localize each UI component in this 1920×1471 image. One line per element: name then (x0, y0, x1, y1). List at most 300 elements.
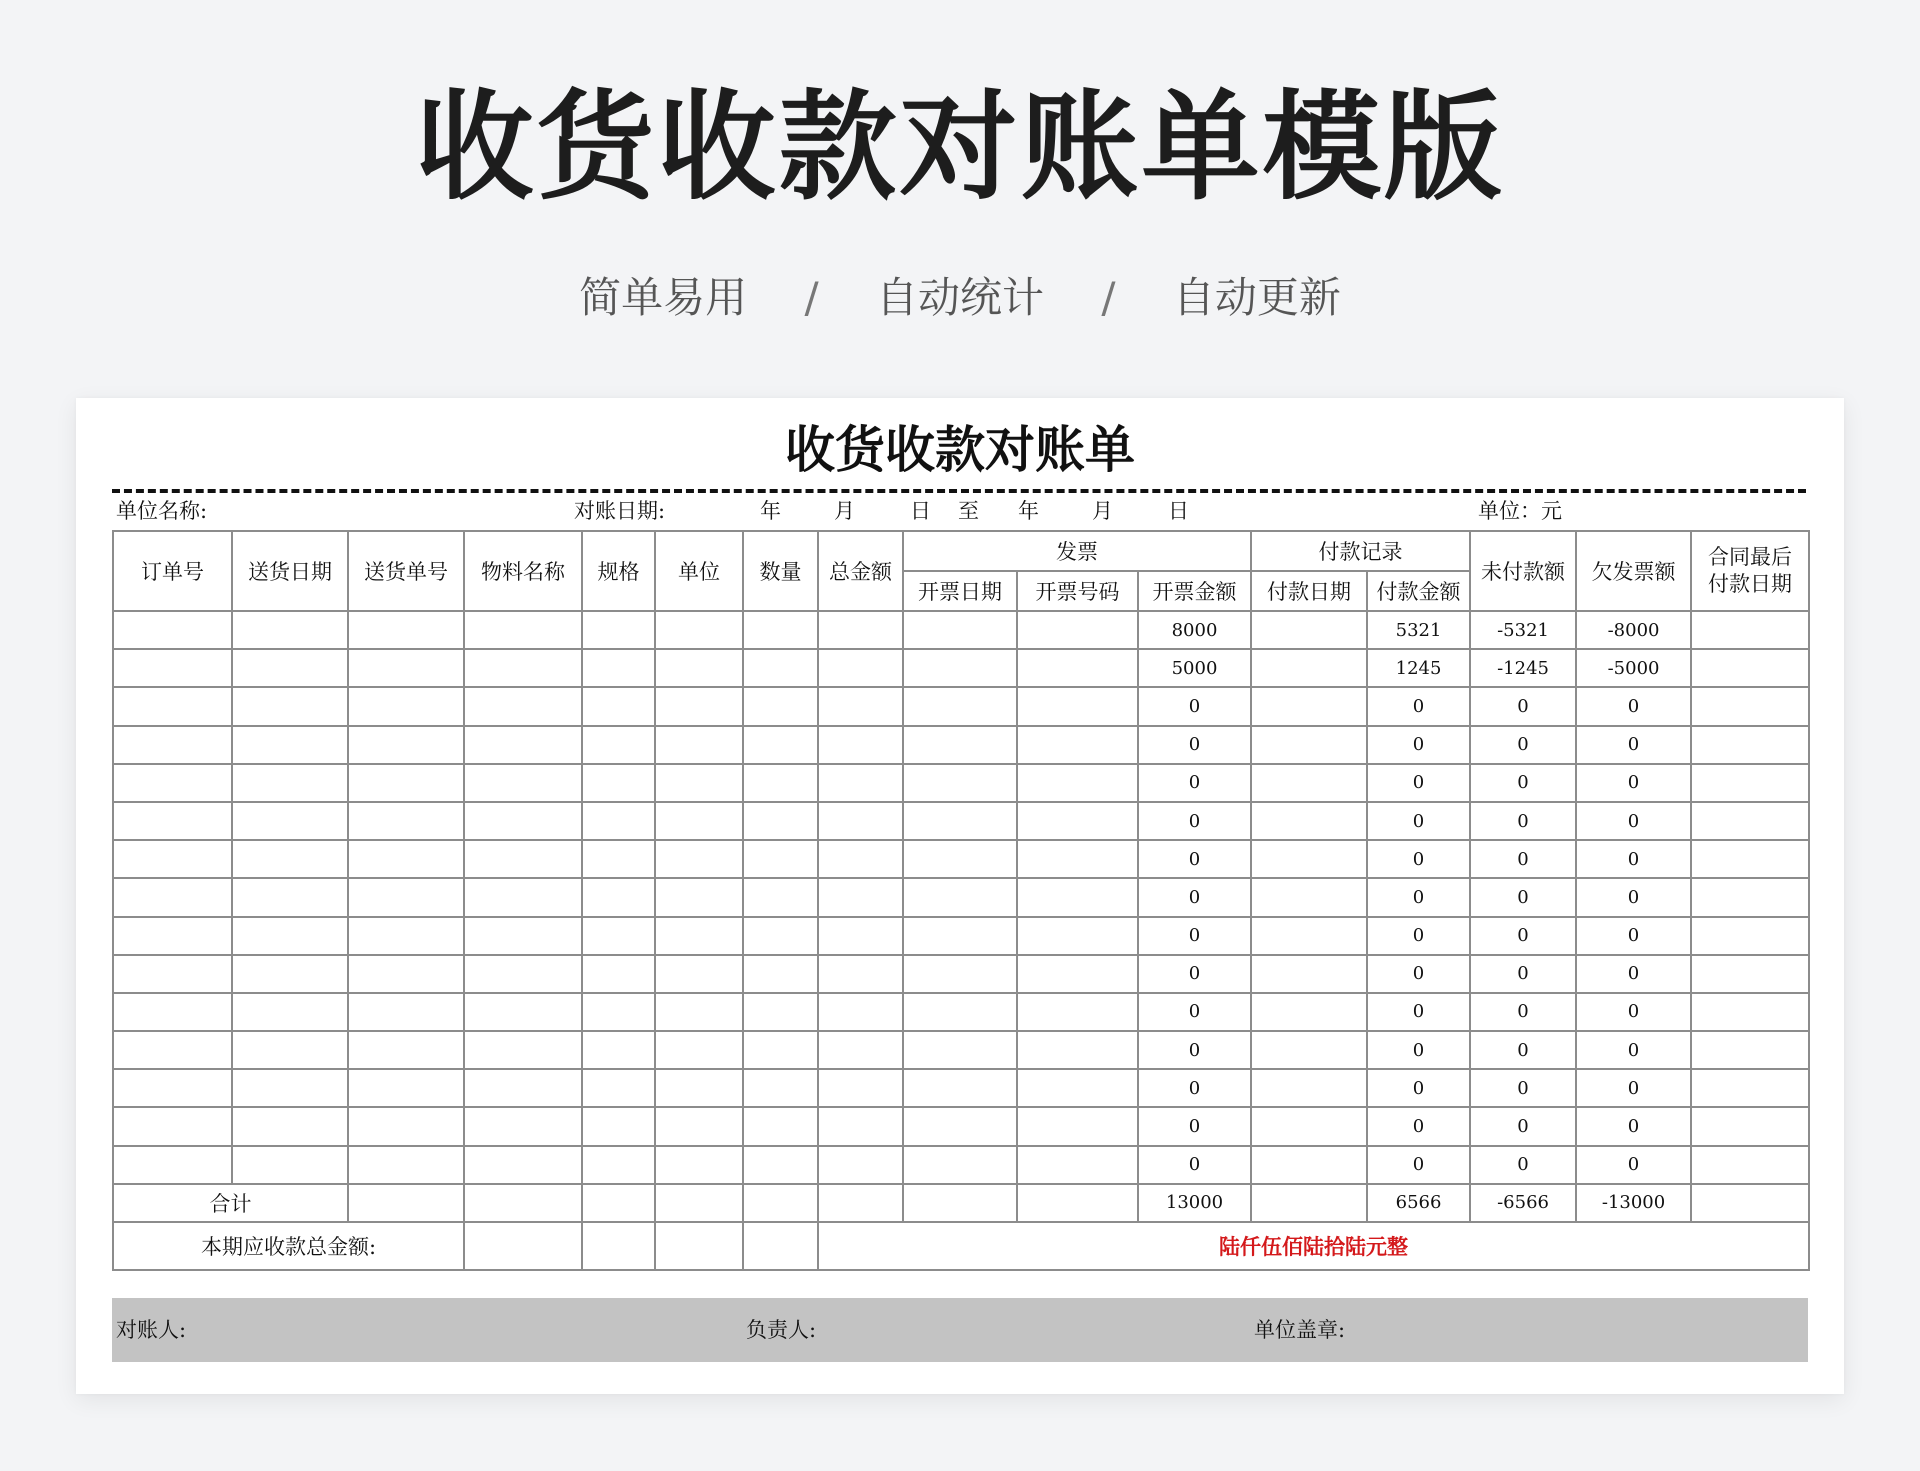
cell-invoice-amount[interactable]: 5000 (1138, 649, 1251, 687)
table-cell[interactable] (1691, 1107, 1809, 1145)
date-day-from: 日 (910, 499, 931, 523)
header-invoice-amount: 开票金额 (1138, 571, 1251, 611)
table-cell[interactable] (1017, 955, 1138, 993)
table-cell[interactable] (1017, 878, 1138, 916)
table-cell[interactable] (743, 687, 818, 725)
table-cell[interactable] (1691, 726, 1809, 764)
table-cell[interactable] (655, 917, 743, 955)
table-cell[interactable] (232, 840, 348, 878)
total-pay-amount: 6566 (1367, 1184, 1470, 1222)
table-cell[interactable] (655, 878, 743, 916)
table-cell[interactable] (1251, 840, 1367, 878)
table-cell[interactable] (1251, 1146, 1367, 1184)
cell-unpaid[interactable]: 0 (1470, 1146, 1576, 1184)
table-row (113, 1031, 1809, 1069)
table-cell[interactable] (743, 993, 818, 1031)
table-cell[interactable] (1251, 1031, 1367, 1069)
table-cell[interactable] (582, 764, 655, 802)
table-cell[interactable] (903, 649, 1017, 687)
table-cell[interactable] (113, 611, 232, 649)
table-cell[interactable] (1017, 1107, 1138, 1145)
table-cell[interactable] (464, 649, 582, 687)
table-row (113, 726, 1809, 764)
table-cell[interactable] (348, 1031, 464, 1069)
cell-pay-amount[interactable]: 0 (1367, 726, 1470, 764)
table-cell[interactable] (113, 726, 232, 764)
total-unpaid: -6566 (1470, 1184, 1576, 1222)
table-cell[interactable] (1691, 917, 1809, 955)
cell-uninvoiced[interactable]: 0 (1576, 687, 1691, 725)
table-cell[interactable] (232, 764, 348, 802)
date-year-to: 年 (1018, 499, 1039, 523)
table-cell[interactable] (582, 802, 655, 840)
table-cell[interactable] (1691, 840, 1809, 878)
table-cell[interactable] (818, 687, 903, 725)
table-cell[interactable] (743, 1031, 818, 1069)
header-order-no: 订单号 (113, 531, 232, 611)
table-cell[interactable] (464, 840, 582, 878)
table-cell[interactable] (655, 726, 743, 764)
table-cell[interactable] (113, 1069, 232, 1107)
table-cell[interactable] (582, 1146, 655, 1184)
header-delivery-date: 送货日期 (232, 531, 348, 611)
table-cell[interactable] (903, 764, 1017, 802)
table-cell[interactable] (1017, 611, 1138, 649)
table-cell[interactable] (1251, 955, 1367, 993)
table-cell[interactable] (348, 1146, 464, 1184)
cell-unpaid[interactable]: 0 (1470, 917, 1576, 955)
amount-due-cell[interactable] (655, 1222, 743, 1270)
table-cell[interactable] (818, 1146, 903, 1184)
table-cell[interactable] (1691, 764, 1809, 802)
cell-pay-amount[interactable]: 0 (1367, 764, 1470, 802)
table-cell[interactable] (113, 1107, 232, 1145)
table-cell[interactable] (232, 917, 348, 955)
table-cell[interactable] (113, 687, 232, 725)
table-cell[interactable] (113, 917, 232, 955)
signature-bar (112, 1298, 1808, 1362)
header-payment-group: 付款记录 (1251, 531, 1470, 571)
table-cell[interactable] (348, 802, 464, 840)
cell-unpaid[interactable]: 0 (1470, 764, 1576, 802)
cell-pay-amount[interactable]: 0 (1367, 955, 1470, 993)
table-cell[interactable] (818, 611, 903, 649)
amount-due-cell[interactable] (582, 1222, 655, 1270)
table-cell[interactable] (1691, 802, 1809, 840)
reconciler-label: 对账人: (116, 1318, 187, 1342)
unit-seal-label: 单位盖章: (1254, 1318, 1346, 1342)
cell-invoice-amount[interactable]: 0 (1138, 955, 1251, 993)
table-cell[interactable] (1251, 802, 1367, 840)
table-cell[interactable] (743, 611, 818, 649)
table-cell[interactable] (348, 878, 464, 916)
table-cell[interactable] (464, 1146, 582, 1184)
table-cell[interactable] (348, 917, 464, 955)
table-cell[interactable] (348, 611, 464, 649)
table-cell[interactable] (582, 878, 655, 916)
table-cell[interactable] (1017, 649, 1138, 687)
cell-uninvoiced[interactable]: 0 (1576, 955, 1691, 993)
table-cell[interactable] (655, 993, 743, 1031)
table-cell[interactable] (903, 917, 1017, 955)
table-cell[interactable] (818, 917, 903, 955)
statement-table (112, 530, 1810, 1271)
table-cell[interactable] (655, 955, 743, 993)
table-cell[interactable] (232, 687, 348, 725)
cell-unpaid[interactable]: 0 (1470, 1107, 1576, 1145)
table-cell[interactable] (655, 687, 743, 725)
header-unpaid: 未付款额 (1470, 531, 1576, 611)
table-cell[interactable] (348, 1069, 464, 1107)
table-cell[interactable] (464, 917, 582, 955)
table-cell[interactable] (1691, 649, 1809, 687)
table-cell[interactable] (582, 1069, 655, 1107)
table-cell[interactable] (655, 611, 743, 649)
table-cell[interactable] (582, 917, 655, 955)
cell-uninvoiced[interactable]: 0 (1576, 1069, 1691, 1107)
total-cell[interactable] (464, 1184, 582, 1222)
table-row (113, 687, 1809, 725)
table-cell[interactable] (113, 1031, 232, 1069)
table-cell[interactable] (232, 1031, 348, 1069)
table-cell[interactable] (903, 1031, 1017, 1069)
table-row (113, 1107, 1809, 1145)
table-cell[interactable] (232, 1107, 348, 1145)
table-cell[interactable] (655, 1146, 743, 1184)
table-cell[interactable] (1017, 764, 1138, 802)
header-total-amount: 总金额 (818, 531, 903, 611)
cell-uninvoiced[interactable]: -5000 (1576, 649, 1691, 687)
table-cell[interactable] (1251, 993, 1367, 1031)
table-cell[interactable] (903, 687, 1017, 725)
feature-auto-stats: 自动统计 (875, 273, 1044, 322)
table-cell[interactable] (1691, 993, 1809, 1031)
table-cell[interactable] (1691, 611, 1809, 649)
table-cell[interactable] (232, 726, 348, 764)
total-cell[interactable] (655, 1184, 743, 1222)
cell-uninvoiced[interactable]: 0 (1576, 878, 1691, 916)
table-cell[interactable] (582, 687, 655, 725)
header-unit: 单位 (655, 531, 743, 611)
table-cell[interactable] (464, 878, 582, 916)
table-cell[interactable] (113, 955, 232, 993)
table-cell[interactable] (655, 840, 743, 878)
table-cell[interactable] (903, 1107, 1017, 1145)
total-cell[interactable] (1017, 1184, 1138, 1222)
table-cell[interactable] (1691, 1069, 1809, 1107)
table-row (113, 917, 1809, 955)
table-row (113, 955, 1809, 993)
total-row (113, 1184, 1809, 1222)
table-cell[interactable] (232, 649, 348, 687)
table-cell[interactable] (232, 1069, 348, 1107)
cell-invoice-amount[interactable]: 0 (1138, 764, 1251, 802)
cell-pay-amount[interactable]: 1245 (1367, 649, 1470, 687)
total-cell[interactable] (903, 1184, 1017, 1222)
cell-pay-amount[interactable]: 0 (1367, 1069, 1470, 1107)
feature-list (0, 268, 1920, 328)
table-cell[interactable] (903, 840, 1017, 878)
table-body (113, 611, 1809, 1184)
table-cell[interactable] (655, 802, 743, 840)
cell-uninvoiced[interactable]: 0 (1576, 802, 1691, 840)
table-cell[interactable] (113, 649, 232, 687)
cell-unpaid[interactable]: 0 (1470, 1031, 1576, 1069)
table-cell[interactable] (818, 1031, 903, 1069)
cell-uninvoiced[interactable]: 0 (1576, 764, 1691, 802)
table-cell[interactable] (348, 1107, 464, 1145)
table-cell[interactable] (348, 687, 464, 725)
table-cell[interactable] (113, 840, 232, 878)
table-cell[interactable] (232, 878, 348, 916)
table-cell[interactable] (464, 1107, 582, 1145)
cell-uninvoiced[interactable]: 0 (1576, 1146, 1691, 1184)
table-cell[interactable] (348, 764, 464, 802)
table-cell[interactable] (464, 993, 582, 1031)
amount-due-label: 本期应收款总金额: (113, 1222, 464, 1270)
table-row (113, 840, 1809, 878)
table-cell[interactable] (903, 878, 1017, 916)
table-cell[interactable] (818, 764, 903, 802)
table-cell[interactable] (903, 726, 1017, 764)
cell-uninvoiced[interactable]: 0 (1576, 840, 1691, 878)
cell-invoice-amount[interactable]: 0 (1138, 878, 1251, 916)
statement-sheet (76, 398, 1844, 1394)
cell-pay-amount[interactable]: 0 (1367, 878, 1470, 916)
total-cell[interactable] (743, 1184, 818, 1222)
cell-invoice-amount[interactable]: 0 (1138, 840, 1251, 878)
cell-unpaid[interactable]: -5321 (1470, 611, 1576, 649)
table-cell[interactable] (113, 1146, 232, 1184)
table-cell[interactable] (743, 802, 818, 840)
table-cell[interactable] (1251, 878, 1367, 916)
table-cell[interactable] (464, 802, 582, 840)
table-row (113, 649, 1809, 687)
table-cell[interactable] (1251, 1107, 1367, 1145)
table-cell[interactable] (903, 611, 1017, 649)
table-cell[interactable] (582, 611, 655, 649)
cell-pay-amount[interactable]: 0 (1367, 1146, 1470, 1184)
title-divider (112, 489, 1806, 493)
cell-invoice-amount[interactable]: 0 (1138, 1146, 1251, 1184)
table-cell[interactable] (1017, 1031, 1138, 1069)
table-cell[interactable] (582, 955, 655, 993)
total-cell[interactable] (582, 1184, 655, 1222)
cell-uninvoiced[interactable]: 0 (1576, 1031, 1691, 1069)
table-cell[interactable] (464, 1031, 582, 1069)
table-cell[interactable] (1691, 1031, 1809, 1069)
table-cell[interactable] (818, 878, 903, 916)
table-cell[interactable] (743, 955, 818, 993)
table-cell[interactable] (903, 1146, 1017, 1184)
cell-unpaid[interactable]: 0 (1470, 726, 1576, 764)
cell-uninvoiced[interactable]: 0 (1576, 1107, 1691, 1145)
table-cell[interactable] (464, 726, 582, 764)
table-cell[interactable] (743, 840, 818, 878)
responsible-person-label: 负责人: (746, 1318, 817, 1342)
cell-invoice-amount[interactable]: 0 (1138, 1069, 1251, 1107)
cell-uninvoiced[interactable]: -8000 (1576, 611, 1691, 649)
cell-unpaid[interactable]: 0 (1470, 1069, 1576, 1107)
table-cell[interactable] (582, 1031, 655, 1069)
table-cell[interactable] (232, 611, 348, 649)
table-cell[interactable] (1691, 878, 1809, 916)
header-material: 物料名称 (464, 531, 582, 611)
table-cell[interactable] (1017, 917, 1138, 955)
cell-unpaid[interactable]: 0 (1470, 687, 1576, 725)
cell-invoice-amount[interactable]: 0 (1138, 993, 1251, 1031)
unit-name-label: 单位名称: (116, 499, 208, 523)
cell-pay-amount[interactable]: 0 (1367, 687, 1470, 725)
table-cell[interactable] (582, 649, 655, 687)
cell-uninvoiced[interactable]: 0 (1576, 993, 1691, 1031)
table-cell[interactable] (1691, 955, 1809, 993)
cell-unpaid[interactable]: 0 (1470, 878, 1576, 916)
separator: / (804, 273, 819, 322)
table-cell[interactable] (743, 1069, 818, 1107)
table-cell[interactable] (818, 993, 903, 1031)
table-cell[interactable] (1251, 687, 1367, 725)
table-cell[interactable] (1251, 611, 1367, 649)
table-cell[interactable] (1017, 1146, 1138, 1184)
cell-uninvoiced[interactable]: 0 (1576, 726, 1691, 764)
table-cell[interactable] (113, 878, 232, 916)
cell-unpaid[interactable]: 0 (1470, 802, 1576, 840)
header-contract-last-pay-date: 合同最后 付款日期 (1691, 531, 1809, 611)
table-cell[interactable] (743, 917, 818, 955)
table-cell[interactable] (582, 726, 655, 764)
total-cell[interactable] (818, 1184, 903, 1222)
total-uninvoiced: -13000 (1576, 1184, 1691, 1222)
table-cell[interactable] (1017, 1069, 1138, 1107)
cell-invoice-amount[interactable]: 8000 (1138, 611, 1251, 649)
total-cell[interactable] (1251, 1184, 1367, 1222)
table-cell[interactable] (818, 649, 903, 687)
table-cell[interactable] (1691, 1146, 1809, 1184)
date-to: 至 (958, 499, 979, 523)
cell-pay-amount[interactable]: 0 (1367, 840, 1470, 878)
table-cell[interactable] (818, 802, 903, 840)
table-cell[interactable] (655, 1031, 743, 1069)
main-title: 收货收款对账单模版 (415, 78, 1505, 216)
table-cell[interactable] (464, 764, 582, 802)
table-cell[interactable] (743, 764, 818, 802)
amount-due-row (113, 1222, 1809, 1270)
table-cell[interactable] (743, 726, 818, 764)
cell-invoice-amount[interactable]: 0 (1138, 1031, 1251, 1069)
table-cell[interactable] (903, 1069, 1017, 1107)
table-cell[interactable] (655, 1107, 743, 1145)
table-cell[interactable] (818, 1107, 903, 1145)
table-cell[interactable] (655, 1069, 743, 1107)
cell-unpaid[interactable]: 0 (1470, 993, 1576, 1031)
table-row (113, 802, 1809, 840)
table-cell[interactable] (1017, 687, 1138, 725)
sheet-title: 收货收款对账单 (785, 420, 1135, 479)
cell-invoice-amount[interactable]: 0 (1138, 687, 1251, 725)
cell-unpaid[interactable]: 0 (1470, 840, 1576, 878)
table-cell[interactable] (903, 993, 1017, 1031)
table-cell[interactable] (743, 649, 818, 687)
header-spec: 规格 (582, 531, 655, 611)
cell-pay-amount[interactable]: 0 (1367, 802, 1470, 840)
table-cell[interactable] (232, 993, 348, 1031)
cell-pay-amount[interactable]: 0 (1367, 1107, 1470, 1145)
cell-pay-amount[interactable]: 0 (1367, 1031, 1470, 1069)
table-cell[interactable] (464, 1069, 582, 1107)
table-cell[interactable] (903, 955, 1017, 993)
table-cell[interactable] (818, 955, 903, 993)
table-cell[interactable] (113, 802, 232, 840)
table-cell[interactable] (348, 955, 464, 993)
table-cell[interactable] (743, 1146, 818, 1184)
cell-pay-amount[interactable]: 0 (1367, 993, 1470, 1031)
table-cell[interactable] (464, 687, 582, 725)
table-cell[interactable] (818, 1069, 903, 1107)
cell-pay-amount[interactable]: 5321 (1367, 611, 1470, 649)
table-cell[interactable] (232, 802, 348, 840)
table-cell[interactable] (464, 611, 582, 649)
amount-due-cell[interactable] (743, 1222, 818, 1270)
total-cell[interactable] (348, 1184, 464, 1222)
table-cell[interactable] (1017, 726, 1138, 764)
table-cell[interactable] (348, 993, 464, 1031)
table-cell[interactable] (348, 649, 464, 687)
table-cell[interactable] (113, 764, 232, 802)
table-cell[interactable] (582, 993, 655, 1031)
cell-invoice-amount[interactable]: 0 (1138, 726, 1251, 764)
table-cell[interactable] (232, 955, 348, 993)
table-cell[interactable] (903, 802, 1017, 840)
cell-invoice-amount[interactable]: 0 (1138, 1107, 1251, 1145)
cell-uninvoiced[interactable]: 0 (1576, 917, 1691, 955)
cell-unpaid[interactable]: 0 (1470, 955, 1576, 993)
amount-due-cell[interactable] (464, 1222, 582, 1270)
table-cell[interactable] (232, 1146, 348, 1184)
table-cell[interactable] (1251, 917, 1367, 955)
total-cell[interactable] (1691, 1184, 1809, 1222)
table-row (113, 993, 1809, 1031)
table-cell[interactable] (113, 993, 232, 1031)
table-cell[interactable] (1251, 764, 1367, 802)
table-cell[interactable] (582, 1107, 655, 1145)
table-cell[interactable] (1251, 1069, 1367, 1107)
table-cell[interactable] (818, 840, 903, 878)
table-cell[interactable] (1017, 802, 1138, 840)
table-cell[interactable] (743, 878, 818, 916)
feature-auto-update: 自动更新 (1172, 273, 1341, 322)
table-cell[interactable] (655, 649, 743, 687)
table-cell[interactable] (1691, 687, 1809, 725)
table-cell[interactable] (818, 726, 903, 764)
cell-pay-amount[interactable]: 0 (1367, 917, 1470, 955)
header-delivery-no: 送货单号 (348, 531, 464, 611)
table-cell[interactable] (1017, 840, 1138, 878)
table-cell[interactable] (1251, 726, 1367, 764)
date-day-to: 日 (1168, 499, 1189, 523)
table-cell[interactable] (655, 764, 743, 802)
table-cell[interactable] (1251, 649, 1367, 687)
table-cell[interactable] (582, 840, 655, 878)
cell-invoice-amount[interactable]: 0 (1138, 802, 1251, 840)
cell-invoice-amount[interactable]: 0 (1138, 917, 1251, 955)
table-cell[interactable] (348, 726, 464, 764)
table-cell[interactable] (348, 840, 464, 878)
table-cell[interactable] (1017, 993, 1138, 1031)
table-cell[interactable] (464, 955, 582, 993)
table-cell[interactable] (743, 1107, 818, 1145)
cell-unpaid[interactable]: -1245 (1470, 649, 1576, 687)
